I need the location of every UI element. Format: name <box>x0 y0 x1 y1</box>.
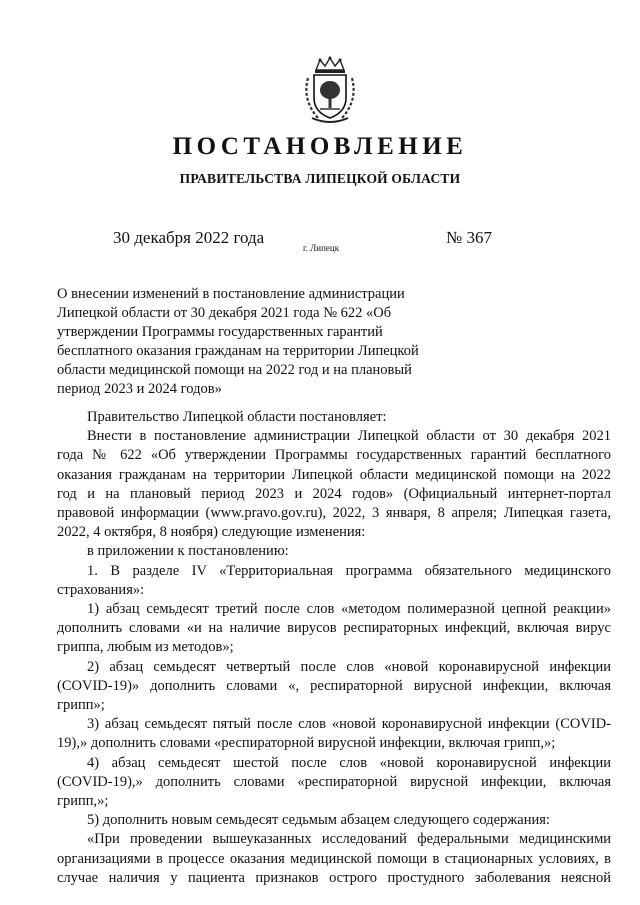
document-number: № 367 <box>446 228 492 247</box>
heading-line: О внесении изменений в постановление администрации <box>57 286 405 302</box>
heading-line: утверждении Программы государственных гарантий <box>57 324 383 340</box>
body-line: грипп,»; <box>57 793 109 810</box>
body-line: 19),» дополнить словами «респираторной вирусной инфекции, включая грипп,»; <box>57 735 556 752</box>
body-line: (COVID-19)» дополнить словами «, респираторной вирусной инфекции, включая <box>57 677 611 694</box>
body-line: дополнить словами «и на наличие вирусов респираторных инфекций, включая вирус <box>57 620 611 637</box>
body-line: 1) абзац семьдесят третий после слов «методом полимеразной цепной реакции» <box>87 601 611 618</box>
body-line: 2) абзац семьдесят четвертый после слов «новой коронавирусной инфекции <box>87 658 611 675</box>
body-line: правовой информации (www.pravo.gov.ru), 2022, 3 января, 8 апреля; Липецкая газета, <box>57 505 611 522</box>
document-issuer: ПРАВИТЕЛЬСТВА ЛИПЕЦКОЙ ОБЛАСТИ <box>179 171 461 186</box>
heading-line: области медицинской помощи на 2022 год и на плановый <box>57 362 412 378</box>
heading-line: Липецкой области от 30 декабря 2021 года № 622 «Об <box>57 305 392 321</box>
body-line: года № 622 «Об утверждении Программы государственных гарантий бесплатного <box>57 447 611 464</box>
body-line: организациями в процессе оказания медицинской помощи в стационарных условиях, в <box>57 850 611 867</box>
body-line: грипп»; <box>57 697 105 714</box>
body-line: страхования»: <box>57 581 145 598</box>
heading-line: период 2023 и 2024 годов» <box>57 381 222 397</box>
body-line: 3) абзац семьдесят пятый после слов «новой коронавирусной инфекции (COVID- <box>87 716 611 733</box>
coat-of-arms-emblem <box>298 56 362 126</box>
body-line: гриппа, любым из методов»; <box>57 639 234 656</box>
body-line: 1. В разделе IV «Территориальная программа обязательного медицинского <box>87 562 611 579</box>
body-line: 4) абзац семьдесят шестой после слов «новой коронавирусной инфекции <box>87 754 611 771</box>
body-line: «При проведении вышеуказанных исследований федеральными медицинскими <box>87 831 611 848</box>
body-line: 5) дополнить новым семьдесят седьмым абзацем следующего содержания: <box>87 812 550 829</box>
document-heading <box>57 285 437 399</box>
body-line: случае наличия у пациента признаков острого простудного заболевания неясной <box>57 869 611 886</box>
heading-line: бесплатного оказания гражданам на территории Липецкой <box>57 343 419 359</box>
body-line: (COVID-19),» дополнить словами «респираторной вирусной инфекции, включая <box>57 773 611 790</box>
body-line: 2022, 4 октября, 8 ноября) следующие изменения: <box>57 524 366 541</box>
document-body <box>57 408 611 888</box>
document-date: 30 декабря 2022 года <box>113 228 265 247</box>
body-line: Внести в постановление администрации Липецкой области от 30 декабря 2021 <box>87 428 611 445</box>
document-title: ПОСТАНОВЛЕНИЕ <box>172 133 468 160</box>
body-line: в приложении к постановлению: <box>87 543 289 560</box>
body-line: Правительство Липецкой области постановляет: <box>87 409 387 425</box>
body-line: год и на плановый период 2023 и 2024 годов» (Официальный интернет-портал <box>57 485 611 502</box>
body-line: оказания гражданам на территории Липецкой области медицинской помощи на 2022 <box>57 466 611 483</box>
document-city: г. Липецк <box>303 243 340 253</box>
